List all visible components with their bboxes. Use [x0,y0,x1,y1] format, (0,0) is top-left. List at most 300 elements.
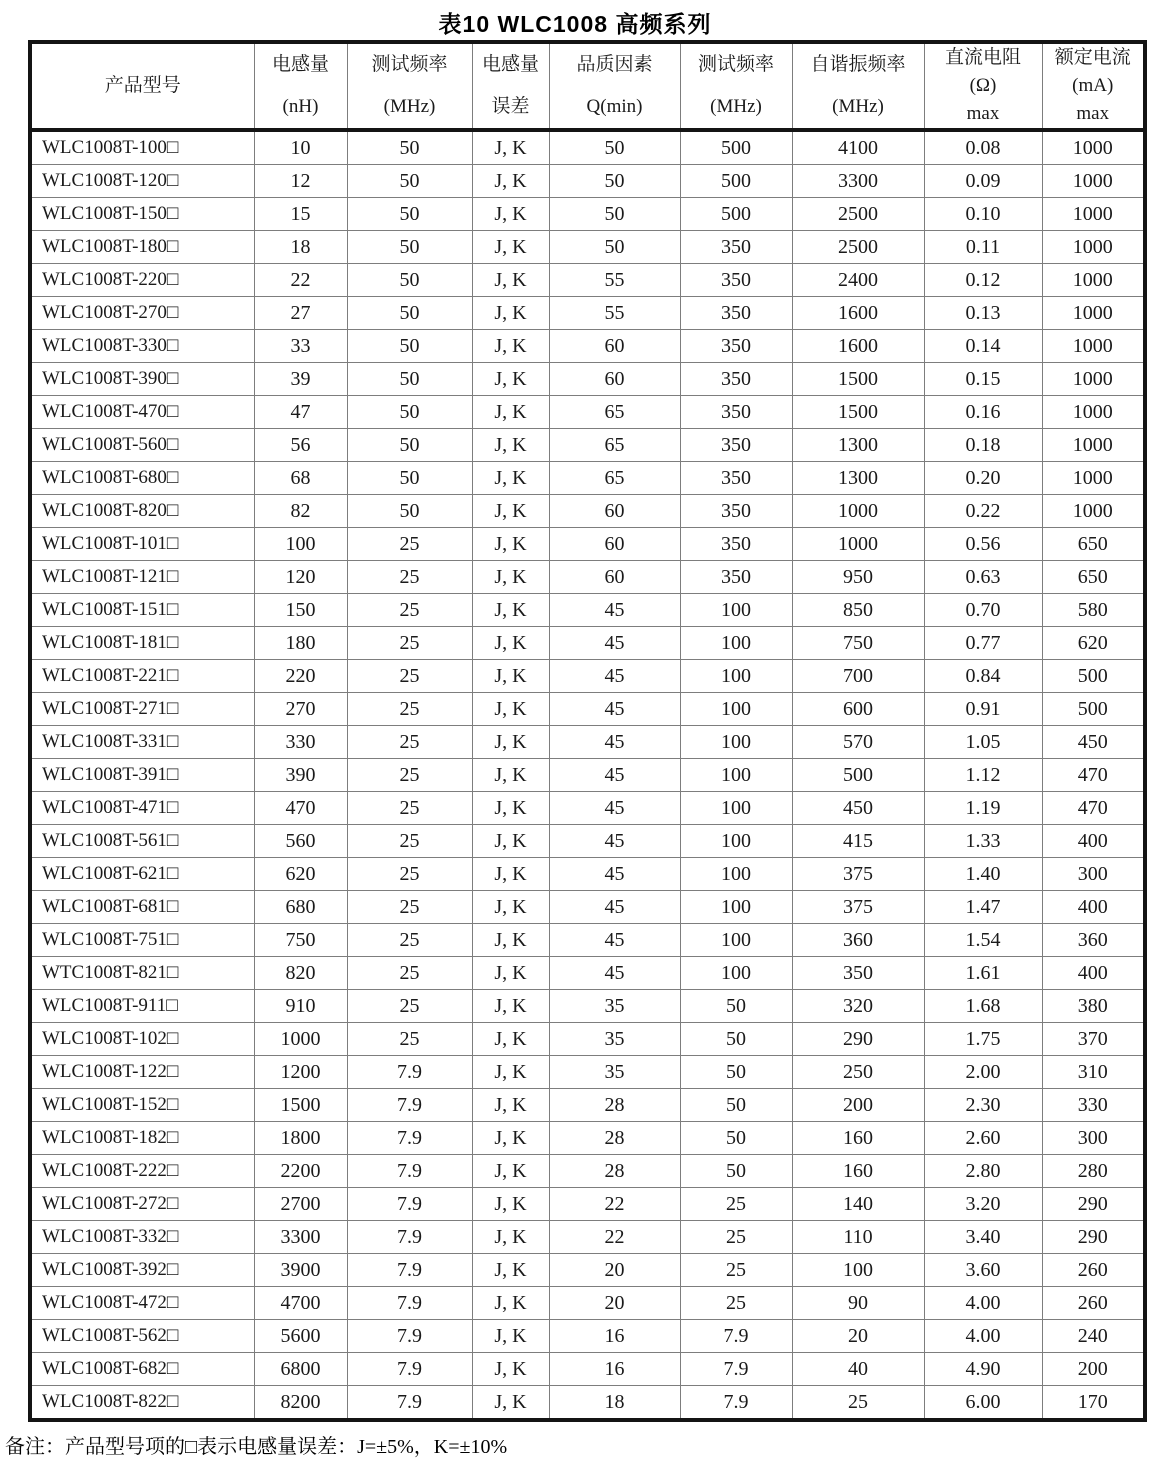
cell-model: WLC1008T-152□ [30,1089,254,1122]
table-row [30,792,1145,825]
cell-q-min: 50 [549,165,680,198]
table-row [30,165,1145,198]
cell-dc-resistance: 0.14 [924,330,1042,363]
cell-tolerance: J, K [472,1122,549,1155]
cell-srf: 700 [792,660,924,693]
cell-srf: 1300 [792,462,924,495]
column-header-srf [792,42,924,130]
cell-tolerance: J, K [472,495,549,528]
cell-srf: 500 [792,759,924,792]
cell-model: WLC1008T-120□ [30,165,254,198]
cell-q-min: 60 [549,561,680,594]
cell-test-freq-l: 25 [347,528,472,561]
cell-test-freq-l: 50 [347,429,472,462]
cell-test-freq-q: 100 [680,759,792,792]
cell-test-freq-l: 25 [347,792,472,825]
cell-tolerance: J, K [472,924,549,957]
table-row [30,1188,1145,1221]
cell-srf: 2400 [792,264,924,297]
column-header-test-freq-l [347,42,472,130]
cell-test-freq-q: 25 [680,1254,792,1287]
cell-dc-resistance: 2.60 [924,1122,1042,1155]
cell-tolerance: J, K [472,462,549,495]
cell-inductance-nh: 820 [254,957,347,990]
column-header-q-min [549,42,680,130]
cell-test-freq-l: 25 [347,891,472,924]
cell-rated-current: 1000 [1042,198,1145,231]
cell-q-min: 16 [549,1353,680,1386]
cell-model: WLC1008T-100□ [30,130,254,165]
cell-srf: 1300 [792,429,924,462]
page-title: 表10 WLC1008 高频系列 [438,11,712,37]
table-row [30,957,1145,990]
cell-srf: 570 [792,726,924,759]
cell-dc-resistance: 1.54 [924,924,1042,957]
cell-test-freq-l: 25 [347,627,472,660]
cell-model: WLC1008T-331□ [30,726,254,759]
cell-q-min: 65 [549,429,680,462]
table-row [30,825,1145,858]
cell-srf: 90 [792,1287,924,1320]
cell-srf: 20 [792,1320,924,1353]
cell-dc-resistance: 1.05 [924,726,1042,759]
cell-model: WLC1008T-330□ [30,330,254,363]
cell-inductance-nh: 39 [254,363,347,396]
cell-dc-resistance: 0.20 [924,462,1042,495]
cell-model: WLC1008T-470□ [30,396,254,429]
cell-test-freq-q: 50 [680,1056,792,1089]
cell-test-freq-q: 100 [680,594,792,627]
cell-rated-current: 1000 [1042,297,1145,330]
cell-rated-current: 500 [1042,660,1145,693]
cell-test-freq-q: 100 [680,924,792,957]
cell-q-min: 45 [549,957,680,990]
cell-q-min: 22 [549,1221,680,1254]
cell-q-min: 45 [549,693,680,726]
cell-test-freq-q: 7.9 [680,1386,792,1421]
cell-model: WLC1008T-102□ [30,1023,254,1056]
cell-q-min: 20 [549,1287,680,1320]
table-row [30,297,1145,330]
cell-test-freq-q: 100 [680,891,792,924]
cell-test-freq-l: 25 [347,1023,472,1056]
table-row [30,1155,1145,1188]
column-header-dc-resistance [924,42,1042,130]
cell-q-min: 20 [549,1254,680,1287]
table-row [30,924,1145,957]
table-row [30,594,1145,627]
cell-tolerance: J, K [472,594,549,627]
cell-test-freq-l: 50 [347,130,472,165]
table-row [30,1320,1145,1353]
cell-srf: 2500 [792,198,924,231]
cell-model: WLC1008T-182□ [30,1122,254,1155]
cell-test-freq-l: 50 [347,330,472,363]
cell-tolerance: J, K [472,561,549,594]
table-row [30,1122,1145,1155]
cell-inductance-nh: 1500 [254,1089,347,1122]
column-header-line: 直流电阻 [944,47,1021,68]
column-header-line: 额定电流 [1054,47,1131,68]
cell-rated-current: 330 [1042,1089,1145,1122]
cell-dc-resistance: 1.12 [924,759,1042,792]
cell-rated-current: 200 [1042,1353,1145,1386]
cell-inductance-nh: 470 [254,792,347,825]
cell-inductance-nh: 560 [254,825,347,858]
cell-model: WLC1008T-751□ [30,924,254,957]
cell-rated-current: 1000 [1042,165,1145,198]
cell-q-min: 65 [549,462,680,495]
cell-srf: 110 [792,1221,924,1254]
cell-test-freq-q: 50 [680,1155,792,1188]
cell-model: WLC1008T-332□ [30,1221,254,1254]
cell-dc-resistance: 1.19 [924,792,1042,825]
cell-dc-resistance: 4.00 [924,1320,1042,1353]
cell-inductance-nh: 620 [254,858,347,891]
cell-rated-current: 1000 [1042,130,1145,165]
cell-inductance-nh: 150 [254,594,347,627]
cell-dc-resistance: 0.09 [924,165,1042,198]
cell-q-min: 45 [549,594,680,627]
cell-srf: 4100 [792,130,924,165]
cell-srf: 750 [792,627,924,660]
cell-srf: 600 [792,693,924,726]
cell-model: WLC1008T-682□ [30,1353,254,1386]
cell-srf: 160 [792,1155,924,1188]
cell-q-min: 50 [549,231,680,264]
cell-model: WLC1008T-272□ [30,1188,254,1221]
column-header-line: 电感量 [481,54,539,75]
cell-model: WLC1008T-391□ [30,759,254,792]
cell-tolerance: J, K [472,1320,549,1353]
cell-model: WLC1008T-561□ [30,825,254,858]
cell-rated-current: 380 [1042,990,1145,1023]
cell-rated-current: 500 [1042,693,1145,726]
table-row [30,396,1145,429]
column-header-line: 电感量 [271,54,329,75]
column-header-line: (mA) [1072,75,1114,96]
cell-test-freq-q: 7.9 [680,1320,792,1353]
cell-inductance-nh: 18 [254,231,347,264]
cell-inductance-nh: 3900 [254,1254,347,1287]
cell-q-min: 55 [549,264,680,297]
cell-test-freq-q: 100 [680,858,792,891]
cell-test-freq-q: 7.9 [680,1353,792,1386]
cell-tolerance: J, K [472,693,549,726]
cell-q-min: 60 [549,495,680,528]
cell-inductance-nh: 12 [254,165,347,198]
cell-test-freq-q: 500 [680,165,792,198]
cell-tolerance: J, K [472,1353,549,1386]
cell-rated-current: 450 [1042,726,1145,759]
column-header-line: max [1076,103,1110,124]
cell-inductance-nh: 220 [254,660,347,693]
cell-q-min: 45 [549,627,680,660]
cell-test-freq-l: 7.9 [347,1155,472,1188]
cell-test-freq-l: 25 [347,924,472,957]
cell-test-freq-q: 350 [680,561,792,594]
cell-rated-current: 1000 [1042,231,1145,264]
cell-model: WLC1008T-180□ [30,231,254,264]
column-header-line: 自谐振频率 [810,54,906,75]
cell-dc-resistance: 1.75 [924,1023,1042,1056]
cell-tolerance: J, K [472,198,549,231]
column-header-rated-current [1042,42,1145,130]
cell-test-freq-l: 25 [347,957,472,990]
cell-tolerance: J, K [472,957,549,990]
cell-q-min: 65 [549,396,680,429]
cell-dc-resistance: 0.13 [924,297,1042,330]
cell-tolerance: J, K [472,165,549,198]
column-header-line: 测试频率 [371,54,448,75]
cell-tolerance: J, K [472,825,549,858]
cell-model: WLC1008T-820□ [30,495,254,528]
cell-inductance-nh: 6800 [254,1353,347,1386]
cell-model: WLC1008T-122□ [30,1056,254,1089]
cell-q-min: 50 [549,198,680,231]
cell-model: WLC1008T-390□ [30,363,254,396]
cell-tolerance: J, K [472,1155,549,1188]
cell-test-freq-l: 7.9 [347,1353,472,1386]
cell-srf: 160 [792,1122,924,1155]
cell-test-freq-q: 500 [680,198,792,231]
cell-model: WLC1008T-150□ [30,198,254,231]
cell-rated-current: 1000 [1042,264,1145,297]
cell-tolerance: J, K [472,1023,549,1056]
cell-srf: 250 [792,1056,924,1089]
cell-test-freq-q: 100 [680,660,792,693]
cell-dc-resistance: 1.33 [924,825,1042,858]
cell-test-freq-q: 25 [680,1221,792,1254]
cell-test-freq-l: 7.9 [347,1056,472,1089]
cell-test-freq-l: 50 [347,363,472,396]
cell-tolerance: J, K [472,792,549,825]
cell-inductance-nh: 22 [254,264,347,297]
table-row [30,1353,1145,1386]
cell-model: WLC1008T-121□ [30,561,254,594]
cell-tolerance: J, K [472,528,549,561]
cell-srf: 1500 [792,396,924,429]
cell-test-freq-l: 7.9 [347,1287,472,1320]
cell-dc-resistance: 3.40 [924,1221,1042,1254]
cell-q-min: 35 [549,1023,680,1056]
spec-table [28,40,1147,1422]
cell-test-freq-q: 350 [680,429,792,462]
cell-rated-current: 310 [1042,1056,1145,1089]
cell-test-freq-l: 25 [347,561,472,594]
table-row [30,1056,1145,1089]
cell-q-min: 45 [549,726,680,759]
cell-rated-current: 470 [1042,759,1145,792]
cell-test-freq-l: 50 [347,198,472,231]
cell-test-freq-l: 25 [347,693,472,726]
cell-q-min: 45 [549,858,680,891]
cell-test-freq-l: 50 [347,396,472,429]
cell-dc-resistance: 1.47 [924,891,1042,924]
cell-test-freq-l: 7.9 [347,1320,472,1353]
cell-tolerance: J, K [472,330,549,363]
cell-test-freq-q: 25 [680,1287,792,1320]
cell-model: WLC1008T-472□ [30,1287,254,1320]
cell-test-freq-q: 350 [680,462,792,495]
cell-rated-current: 620 [1042,627,1145,660]
cell-q-min: 45 [549,924,680,957]
cell-test-freq-q: 100 [680,693,792,726]
column-header-line: (MHz) [710,96,762,117]
cell-dc-resistance: 4.90 [924,1353,1042,1386]
cell-inductance-nh: 1200 [254,1056,347,1089]
cell-inductance-nh: 100 [254,528,347,561]
cell-tolerance: J, K [472,1287,549,1320]
cell-inductance-nh: 47 [254,396,347,429]
cell-srf: 3300 [792,165,924,198]
cell-dc-resistance: 0.16 [924,396,1042,429]
cell-q-min: 18 [549,1386,680,1421]
cell-model: WLC1008T-822□ [30,1386,254,1421]
cell-inductance-nh: 1000 [254,1023,347,1056]
cell-tolerance: J, K [472,627,549,660]
cell-srf: 1000 [792,528,924,561]
cell-test-freq-q: 100 [680,726,792,759]
cell-model: WLC1008T-392□ [30,1254,254,1287]
cell-test-freq-q: 350 [680,363,792,396]
cell-test-freq-q: 50 [680,1122,792,1155]
cell-model: WLC1008T-222□ [30,1155,254,1188]
cell-dc-resistance: 0.84 [924,660,1042,693]
cell-test-freq-l: 50 [347,165,472,198]
cell-rated-current: 650 [1042,561,1145,594]
cell-model: WLC1008T-911□ [30,990,254,1023]
column-header-tolerance [472,42,549,130]
cell-tolerance: J, K [472,1386,549,1421]
table-body [30,130,1145,1420]
cell-srf: 360 [792,924,924,957]
cell-q-min: 45 [549,759,680,792]
cell-srf: 850 [792,594,924,627]
cell-tolerance: J, K [472,660,549,693]
cell-inductance-nh: 390 [254,759,347,792]
cell-srf: 450 [792,792,924,825]
cell-srf: 950 [792,561,924,594]
cell-srf: 415 [792,825,924,858]
cell-rated-current: 280 [1042,1155,1145,1188]
cell-test-freq-l: 50 [347,297,472,330]
cell-dc-resistance: 6.00 [924,1386,1042,1421]
cell-tolerance: J, K [472,297,549,330]
cell-srf: 200 [792,1089,924,1122]
cell-srf: 1600 [792,297,924,330]
cell-rated-current: 170 [1042,1386,1145,1421]
cell-test-freq-q: 50 [680,1023,792,1056]
cell-rated-current: 1000 [1042,396,1145,429]
table-row [30,462,1145,495]
column-header-line: Q(min) [586,96,643,117]
cell-inductance-nh: 2700 [254,1188,347,1221]
cell-dc-resistance: 1.40 [924,858,1042,891]
table-row [30,1089,1145,1122]
cell-dc-resistance: 2.30 [924,1089,1042,1122]
cell-test-freq-l: 25 [347,825,472,858]
cell-tolerance: J, K [472,130,549,165]
cell-q-min: 28 [549,1089,680,1122]
cell-model: WLC1008T-221□ [30,660,254,693]
cell-q-min: 16 [549,1320,680,1353]
cell-test-freq-q: 25 [680,1188,792,1221]
cell-test-freq-l: 25 [347,858,472,891]
cell-q-min: 60 [549,528,680,561]
column-header-line: max [966,103,1000,124]
cell-dc-resistance: 1.68 [924,990,1042,1023]
cell-dc-resistance: 4.00 [924,1287,1042,1320]
cell-test-freq-q: 100 [680,627,792,660]
cell-dc-resistance: 2.00 [924,1056,1042,1089]
cell-q-min: 35 [549,1056,680,1089]
cell-test-freq-q: 350 [680,330,792,363]
cell-rated-current: 360 [1042,924,1145,957]
cell-rated-current: 260 [1042,1254,1145,1287]
cell-rated-current: 400 [1042,825,1145,858]
cell-dc-resistance: 0.15 [924,363,1042,396]
table-row [30,429,1145,462]
cell-model: WLC1008T-621□ [30,858,254,891]
cell-test-freq-q: 350 [680,264,792,297]
cell-inductance-nh: 8200 [254,1386,347,1421]
cell-tolerance: J, K [472,1221,549,1254]
cell-dc-resistance: 0.91 [924,693,1042,726]
column-header-test-freq-q [680,42,792,130]
cell-rated-current: 1000 [1042,330,1145,363]
cell-inductance-nh: 82 [254,495,347,528]
cell-test-freq-l: 7.9 [347,1122,472,1155]
table-row [30,759,1145,792]
cell-inductance-nh: 680 [254,891,347,924]
cell-test-freq-q: 350 [680,297,792,330]
column-header-model [30,42,254,130]
cell-model: WLC1008T-270□ [30,297,254,330]
cell-q-min: 35 [549,990,680,1023]
cell-dc-resistance: 0.56 [924,528,1042,561]
cell-tolerance: J, K [472,231,549,264]
table-row [30,330,1145,363]
cell-q-min: 45 [549,825,680,858]
column-header-line: (MHz) [832,96,884,117]
cell-test-freq-q: 350 [680,495,792,528]
cell-tolerance: J, K [472,1188,549,1221]
table-row [30,264,1145,297]
table-row [30,726,1145,759]
cell-dc-resistance: 0.22 [924,495,1042,528]
cell-dc-resistance: 0.77 [924,627,1042,660]
cell-dc-resistance: 0.63 [924,561,1042,594]
cell-tolerance: J, K [472,891,549,924]
cell-q-min: 60 [549,330,680,363]
cell-inductance-nh: 180 [254,627,347,660]
table-row [30,858,1145,891]
cell-inductance-nh: 3300 [254,1221,347,1254]
cell-rated-current: 300 [1042,858,1145,891]
cell-rated-current: 400 [1042,957,1145,990]
cell-inductance-nh: 33 [254,330,347,363]
cell-test-freq-l: 7.9 [347,1254,472,1287]
cell-test-freq-l: 7.9 [347,1386,472,1421]
cell-srf: 140 [792,1188,924,1221]
cell-test-freq-q: 50 [680,1089,792,1122]
cell-inductance-nh: 56 [254,429,347,462]
cell-tolerance: J, K [472,396,549,429]
table-row [30,130,1145,165]
cell-inductance-nh: 10 [254,130,347,165]
cell-tolerance: J, K [472,363,549,396]
